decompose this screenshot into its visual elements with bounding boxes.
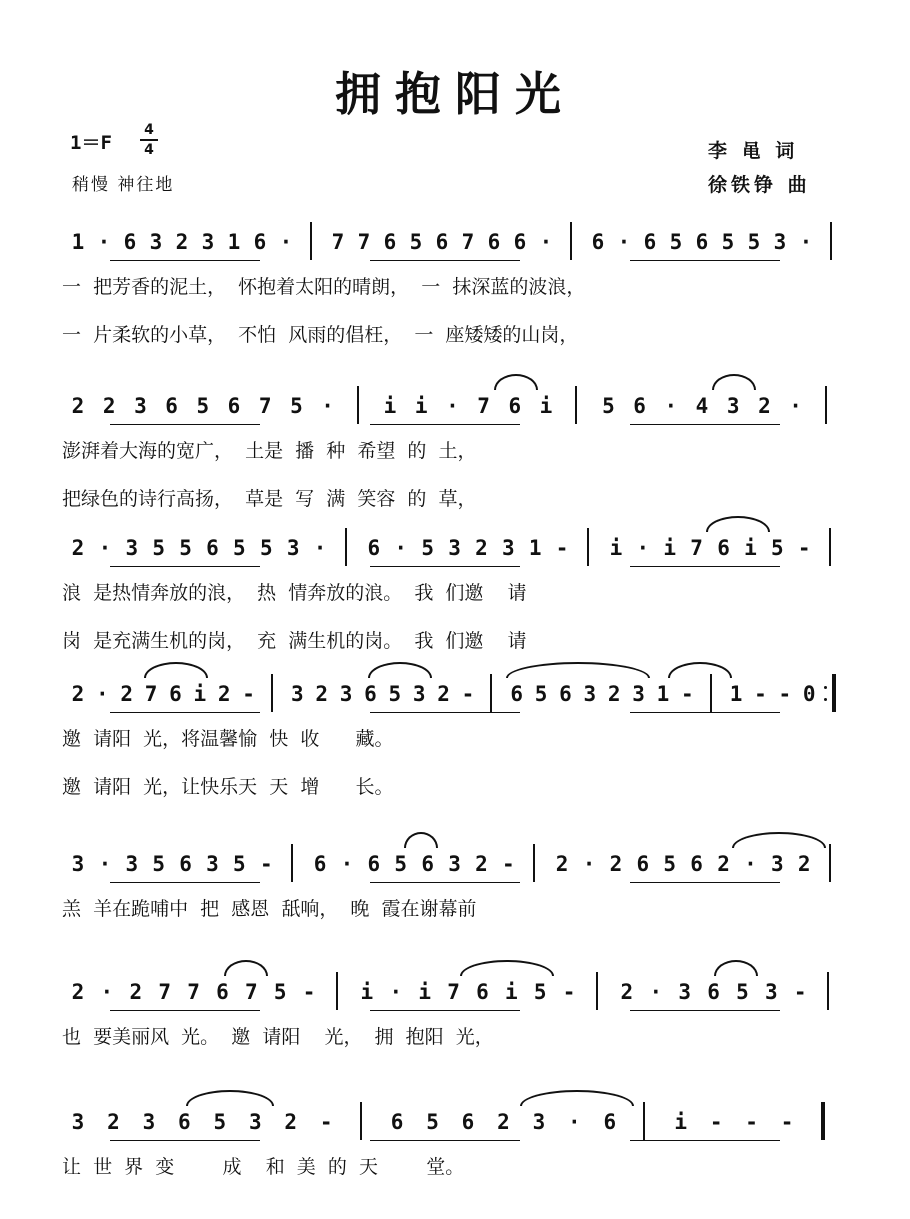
slur-arc bbox=[714, 960, 758, 976]
note: 3 bbox=[291, 682, 304, 706]
lyric-line: 也 要美丽风 光。 邀 请阳 光， 拥 抱阳 光， bbox=[62, 1026, 494, 1048]
lyric-line: 邀 请阳 光，将温馨愉 快 收 藏。 bbox=[62, 728, 394, 750]
dot-augment: · bbox=[789, 394, 802, 418]
note: 7 bbox=[357, 230, 371, 254]
note: 2 bbox=[217, 682, 231, 706]
dot-augment: · bbox=[568, 1110, 581, 1134]
slur-arc bbox=[494, 374, 538, 390]
note: 6 bbox=[216, 980, 229, 1004]
barline bbox=[310, 222, 312, 260]
lyric-line: 让 世 界 变 成 和 美 的 天 堂。 bbox=[62, 1156, 465, 1178]
repeat-dot bbox=[824, 686, 827, 689]
hold-dash: - bbox=[778, 682, 792, 706]
note: 2 bbox=[758, 394, 771, 418]
note: 3 bbox=[125, 852, 139, 876]
tempo-marking: 稍慢 神往地 bbox=[72, 175, 175, 195]
note: 5 bbox=[388, 682, 402, 706]
note: 3 bbox=[532, 1110, 546, 1134]
note: 6 bbox=[591, 230, 605, 254]
notation-line bbox=[0, 978, 910, 1008]
note: 7 bbox=[477, 394, 490, 418]
note: 5 bbox=[233, 536, 246, 560]
note: 5 bbox=[736, 980, 749, 1004]
note: 3 bbox=[678, 980, 691, 1004]
beam-underline bbox=[110, 712, 260, 713]
note: i bbox=[360, 980, 374, 1004]
note: 6 bbox=[461, 1110, 475, 1134]
time-signature-bar bbox=[140, 139, 158, 141]
beam-underline bbox=[370, 712, 520, 713]
note: 3 bbox=[632, 682, 645, 706]
note: 6 bbox=[636, 852, 650, 876]
note: 5 bbox=[669, 230, 683, 254]
barline bbox=[596, 972, 598, 1010]
note: 7 bbox=[187, 980, 200, 1004]
note: 2 bbox=[129, 980, 143, 1004]
note: 5 bbox=[196, 394, 210, 418]
note: 6 bbox=[367, 536, 381, 560]
beam-underline bbox=[110, 260, 260, 261]
beam-underline bbox=[630, 424, 780, 425]
note: 5 bbox=[152, 852, 166, 876]
hold-dash: - bbox=[797, 536, 811, 560]
hold-dash: - bbox=[259, 852, 273, 876]
notation-line bbox=[0, 534, 910, 564]
note: i bbox=[383, 394, 397, 418]
barline bbox=[291, 844, 293, 882]
note: 6 bbox=[510, 682, 524, 706]
note: 6 bbox=[421, 852, 434, 876]
song-title: 拥抱阳光 bbox=[335, 67, 575, 121]
time-signature bbox=[140, 122, 158, 158]
note: 2 bbox=[609, 852, 623, 876]
note: 3 bbox=[286, 536, 300, 560]
note: 5 bbox=[179, 536, 192, 560]
note: 5 bbox=[663, 852, 677, 876]
note: 2 bbox=[175, 230, 189, 254]
note: 3 bbox=[149, 230, 163, 254]
note: 3 bbox=[770, 852, 784, 876]
note: 3 bbox=[502, 536, 515, 560]
note: 5 bbox=[290, 394, 303, 418]
note: 3 bbox=[71, 852, 85, 876]
note: 3 bbox=[125, 536, 139, 560]
note: 6 bbox=[206, 536, 219, 560]
lyric-line: 邀 请阳 光，让快乐天 天 增 长。 bbox=[62, 776, 394, 798]
note: 6 bbox=[508, 394, 522, 418]
slur-arc bbox=[144, 662, 208, 678]
dot-augment: · bbox=[394, 536, 408, 560]
dot-augment: · bbox=[744, 852, 757, 876]
note: 7 bbox=[447, 980, 460, 1004]
dot-augment: · bbox=[96, 682, 109, 706]
beam-underline bbox=[110, 1010, 260, 1011]
dot-augment: · bbox=[98, 536, 112, 560]
note: 2 bbox=[120, 682, 134, 706]
note: 6 bbox=[313, 852, 327, 876]
barline bbox=[533, 844, 535, 882]
note: 2 bbox=[437, 682, 450, 706]
note: 3 bbox=[583, 682, 597, 706]
note: 1 bbox=[71, 230, 85, 254]
beam-underline bbox=[110, 882, 260, 883]
barline bbox=[357, 386, 359, 424]
hold-dash: - bbox=[319, 1110, 333, 1134]
dot-augment: · bbox=[617, 230, 631, 254]
slur-arc bbox=[404, 832, 438, 848]
note: 3 bbox=[71, 1110, 85, 1134]
barline bbox=[271, 674, 273, 712]
note: 7 bbox=[144, 682, 158, 706]
note: i bbox=[193, 682, 207, 706]
note: 7 bbox=[245, 980, 258, 1004]
dot-augment: · bbox=[340, 852, 354, 876]
beam-underline bbox=[370, 566, 520, 567]
hold-dash: - bbox=[242, 682, 255, 706]
slur-arc bbox=[712, 374, 756, 390]
note: 3 bbox=[726, 394, 740, 418]
note: 1 bbox=[528, 536, 542, 560]
beam-underline bbox=[370, 260, 520, 261]
note: 5 bbox=[152, 536, 166, 560]
slur-arc bbox=[186, 1090, 274, 1106]
time-signature-top: 4 bbox=[144, 122, 154, 138]
note: 3 bbox=[448, 536, 461, 560]
hold-dash: - bbox=[502, 852, 515, 876]
note: 6 bbox=[169, 682, 182, 706]
note: 3 bbox=[412, 682, 426, 706]
barline bbox=[643, 1102, 645, 1140]
note: 3 bbox=[142, 1110, 156, 1134]
barline bbox=[710, 674, 712, 712]
barline bbox=[829, 844, 831, 882]
barline bbox=[830, 222, 832, 260]
beam-underline bbox=[630, 712, 780, 713]
note: 3 bbox=[134, 394, 147, 418]
slur-arc bbox=[668, 662, 732, 678]
final-barline bbox=[832, 674, 836, 712]
notation-line bbox=[0, 392, 910, 422]
note: i bbox=[414, 394, 428, 418]
dot-augment: · bbox=[582, 852, 596, 876]
slur-arc bbox=[520, 1090, 634, 1106]
hold-dash: - bbox=[754, 682, 767, 706]
note: 6 bbox=[123, 230, 137, 254]
note: 5 bbox=[394, 852, 408, 876]
note: 3 bbox=[206, 852, 219, 876]
note: 5 bbox=[602, 394, 615, 418]
key-signature: 1＝F bbox=[70, 132, 112, 154]
note: 5 bbox=[426, 1110, 439, 1134]
note: 2 bbox=[71, 682, 85, 706]
hold-dash: - bbox=[302, 980, 316, 1004]
dot-augment: · bbox=[664, 394, 678, 418]
note: 6 bbox=[559, 682, 572, 706]
note: 3 bbox=[248, 1110, 262, 1134]
slur-arc bbox=[460, 960, 554, 976]
barline bbox=[829, 528, 831, 566]
note: 2 bbox=[284, 1110, 298, 1134]
beam-underline bbox=[630, 260, 780, 261]
note: 5 bbox=[770, 536, 784, 560]
note: 2 bbox=[71, 394, 85, 418]
lyric-line: 浪 是热情奔放的浪， 热 情奔放的浪。 我 们邀 请 bbox=[62, 582, 527, 604]
lyric-line: 澎湃着大海的宽广， 土是 播 种 希望 的 土， bbox=[62, 440, 477, 462]
note: 2 bbox=[107, 1110, 120, 1134]
dot-augment: · bbox=[97, 230, 111, 254]
note: 5 bbox=[747, 230, 761, 254]
note: 6 bbox=[390, 1110, 404, 1134]
hold-dash: - bbox=[562, 980, 576, 1004]
note: 5 bbox=[273, 980, 287, 1004]
dot-augment: · bbox=[799, 230, 813, 254]
note: 6 bbox=[253, 230, 267, 254]
lyricist-credit: 李 黾 词 bbox=[708, 140, 799, 162]
composer-credit: 徐铁铮 曲 bbox=[708, 174, 811, 196]
barline bbox=[587, 528, 589, 566]
note: 6 bbox=[179, 852, 192, 876]
dot-augment: · bbox=[279, 230, 293, 254]
note: 6 bbox=[603, 1110, 617, 1134]
note: i bbox=[663, 536, 677, 560]
note: i bbox=[539, 394, 553, 418]
beam-underline bbox=[110, 1140, 260, 1141]
note: 5 bbox=[533, 980, 547, 1004]
note: 2 bbox=[607, 682, 621, 706]
beam-underline bbox=[370, 1010, 520, 1011]
note: 5 bbox=[721, 230, 735, 254]
notation-line bbox=[0, 850, 910, 880]
note: 7 bbox=[258, 394, 272, 418]
note: 2 bbox=[475, 852, 488, 876]
dot-augment: · bbox=[539, 230, 553, 254]
note: 6 bbox=[476, 980, 489, 1004]
dot-augment: · bbox=[649, 980, 663, 1004]
note: 6 bbox=[643, 230, 657, 254]
note: 5 bbox=[259, 536, 273, 560]
note: 5 bbox=[421, 536, 434, 560]
note: 6 bbox=[633, 394, 646, 418]
lyric-line: 一 片柔软的小草， 不怕 风雨的倡枉， 一 座矮矮的山岗， bbox=[62, 324, 579, 346]
note: 6 bbox=[690, 852, 703, 876]
note: 6 bbox=[364, 682, 377, 706]
barline bbox=[490, 674, 492, 712]
dot-augment: · bbox=[321, 394, 334, 418]
note: 2 bbox=[555, 852, 569, 876]
notation-line bbox=[0, 228, 910, 258]
note: 6 bbox=[695, 230, 709, 254]
note: i bbox=[744, 536, 757, 560]
note: 5 bbox=[409, 230, 423, 254]
beam-underline bbox=[370, 1140, 520, 1141]
beam-underline bbox=[630, 566, 780, 567]
note: 5 bbox=[534, 682, 548, 706]
slur-arc bbox=[368, 662, 432, 678]
beam-underline bbox=[630, 1140, 780, 1141]
note: 6 bbox=[165, 394, 178, 418]
beam-underline bbox=[630, 1010, 780, 1011]
note: 7 bbox=[461, 230, 475, 254]
hold-dash: - bbox=[780, 1110, 794, 1134]
beam-underline bbox=[110, 566, 260, 567]
dot-augment: · bbox=[100, 980, 114, 1004]
barline bbox=[575, 386, 577, 424]
note: 6 bbox=[487, 230, 501, 254]
barline bbox=[827, 972, 829, 1010]
beam-underline bbox=[370, 882, 520, 883]
repeat-dot bbox=[824, 698, 827, 701]
barline bbox=[345, 528, 347, 566]
note: 6 bbox=[367, 852, 381, 876]
dot-augment: · bbox=[389, 980, 403, 1004]
time-signature-bottom: 4 bbox=[144, 142, 154, 158]
note: 6 bbox=[178, 1110, 191, 1134]
note: 1 bbox=[656, 682, 670, 706]
note: 7 bbox=[690, 536, 703, 560]
note: 3 bbox=[201, 230, 215, 254]
beam-underline bbox=[370, 424, 520, 425]
slur-arc bbox=[732, 832, 826, 848]
note: i bbox=[418, 980, 431, 1004]
dot-augment: · bbox=[446, 394, 459, 418]
slur-arc bbox=[706, 516, 770, 532]
hold-dash: - bbox=[461, 682, 475, 706]
barline bbox=[360, 1102, 362, 1140]
note: 6 bbox=[717, 536, 730, 560]
note: 0 bbox=[802, 682, 816, 706]
note: 7 bbox=[331, 230, 345, 254]
note: 3 bbox=[339, 682, 353, 706]
note: 2 bbox=[71, 536, 85, 560]
note: 2 bbox=[620, 980, 634, 1004]
note: 1 bbox=[729, 682, 743, 706]
notation-line bbox=[0, 1108, 910, 1138]
barline bbox=[570, 222, 572, 260]
note: 2 bbox=[475, 536, 488, 560]
note: 5 bbox=[213, 1110, 227, 1134]
notation-line bbox=[0, 680, 910, 710]
note: 4 bbox=[695, 394, 709, 418]
note: i bbox=[505, 980, 518, 1004]
note: 2 bbox=[315, 682, 329, 706]
dot-augment: · bbox=[98, 852, 112, 876]
hold-dash: - bbox=[745, 1110, 758, 1134]
note: 2 bbox=[797, 852, 811, 876]
note: 5 bbox=[233, 852, 246, 876]
hold-dash: - bbox=[709, 1110, 723, 1134]
beam-underline bbox=[110, 424, 260, 425]
barline bbox=[336, 972, 338, 1010]
note: 1 bbox=[227, 230, 241, 254]
beam-underline bbox=[630, 882, 780, 883]
final-barline bbox=[821, 1102, 825, 1140]
note: 7 bbox=[158, 980, 171, 1004]
note: 2 bbox=[497, 1110, 510, 1134]
dot-augment: · bbox=[313, 536, 327, 560]
hold-dash: - bbox=[681, 682, 694, 706]
note: 3 bbox=[765, 980, 778, 1004]
note: 3 bbox=[773, 230, 787, 254]
note: 6 bbox=[707, 980, 720, 1004]
lyric-line: 羔 羊在跪哺中 把 感恩 舐响， 晚 霞在谢幕前 bbox=[62, 898, 477, 920]
note: i bbox=[609, 536, 623, 560]
note: 6 bbox=[435, 230, 449, 254]
note: 2 bbox=[717, 852, 730, 876]
dot-augment: · bbox=[636, 536, 650, 560]
hold-dash: - bbox=[793, 980, 807, 1004]
note: 2 bbox=[71, 980, 85, 1004]
note: 3 bbox=[448, 852, 461, 876]
lyric-line: 一 把芳香的泥土， 怀抱着太阳的晴朗， 一 抹深蓝的波浪， bbox=[62, 276, 586, 298]
note: 6 bbox=[383, 230, 397, 254]
barline bbox=[825, 386, 827, 424]
slur-arc bbox=[224, 960, 268, 976]
note: 2 bbox=[102, 394, 116, 418]
slur-arc bbox=[506, 662, 650, 678]
lyric-line: 岗 是充满生机的岗， 充 满生机的岗。 我 们邀 请 bbox=[62, 630, 527, 652]
note: 6 bbox=[227, 394, 241, 418]
hold-dash: - bbox=[555, 536, 569, 560]
lyric-line: 把绿色的诗行高扬， 草是 写 满 笑容 的 草， bbox=[62, 488, 477, 510]
note: i bbox=[674, 1110, 688, 1134]
note: 6 bbox=[513, 230, 527, 254]
